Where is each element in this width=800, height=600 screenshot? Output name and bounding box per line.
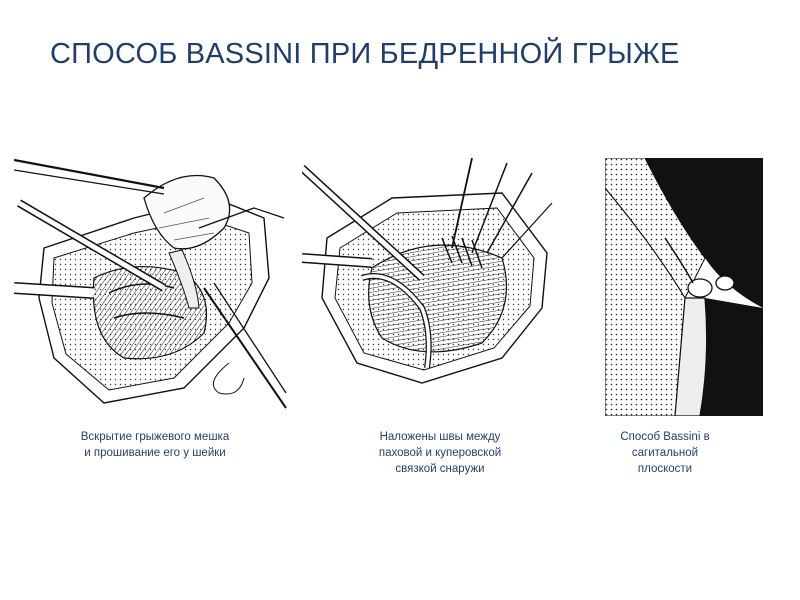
- caption-sac-opening: [40, 429, 270, 461]
- caption-line: паховой и куперовской: [378, 447, 502, 459]
- caption-sutures: [340, 429, 540, 477]
- sagittal-section-illustration: [605, 158, 763, 416]
- caption-line: связкой снаружи: [395, 463, 485, 475]
- caption-line: и прошивание его у шейки: [84, 447, 226, 459]
- surgical-illustration-sutures: [302, 158, 567, 386]
- page-title: СПОСОБ BASSINI ПРИ БЕДРЕННОЙ ГРЫЖЕ: [50, 38, 680, 70]
- caption-line: плоскости: [637, 463, 693, 475]
- caption-line: Вскрытие грыжевого мешка: [80, 431, 230, 443]
- caption-sagittal: [595, 429, 735, 477]
- caption-line: Способ Bassini в: [620, 431, 710, 443]
- caption-line: сагитальной: [631, 447, 699, 459]
- surgical-illustration-sac-opening: [14, 158, 289, 413]
- caption-line: Наложены швы между: [379, 431, 501, 443]
